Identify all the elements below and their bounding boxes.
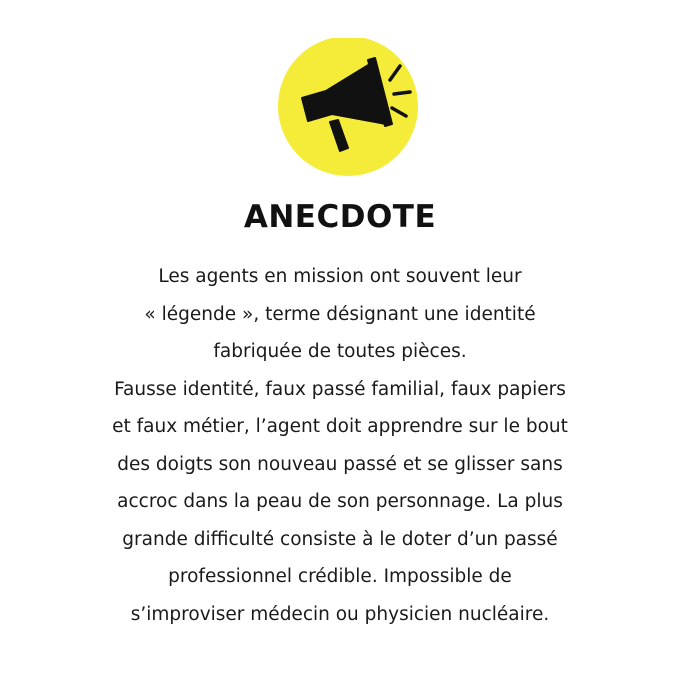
text-line: s’improviser médecin ou physicien nucléaire. — [130, 603, 550, 625]
text-line: accroc dans la peau de son personnage. La plus — [117, 491, 563, 512]
text-line: des doigts son nouveau passé et se glisser sans — [117, 453, 563, 475]
text-line: grande difficulté consiste à le doter d’un passé — [122, 528, 558, 550]
text-line: fabriquée de toutes pièces. — [213, 341, 467, 362]
text-line: Les agents en mission ont souvent leur — [158, 266, 522, 287]
anecdote-text — [40, 258, 640, 633]
megaphone-badge — [278, 38, 428, 188]
megaphone-icon — [278, 38, 428, 188]
text-line: Fausse identité, faux passé familial, faux papiers — [114, 378, 566, 400]
text-line: « légende », terme désignant une identité — [144, 303, 536, 325]
text-line: et faux métier, l’agent doit apprendre sur le bout — [112, 416, 568, 437]
page-title: ANECDOTE — [243, 199, 437, 235]
text-line: professionnel crédible. Impossible de — [168, 566, 512, 587]
